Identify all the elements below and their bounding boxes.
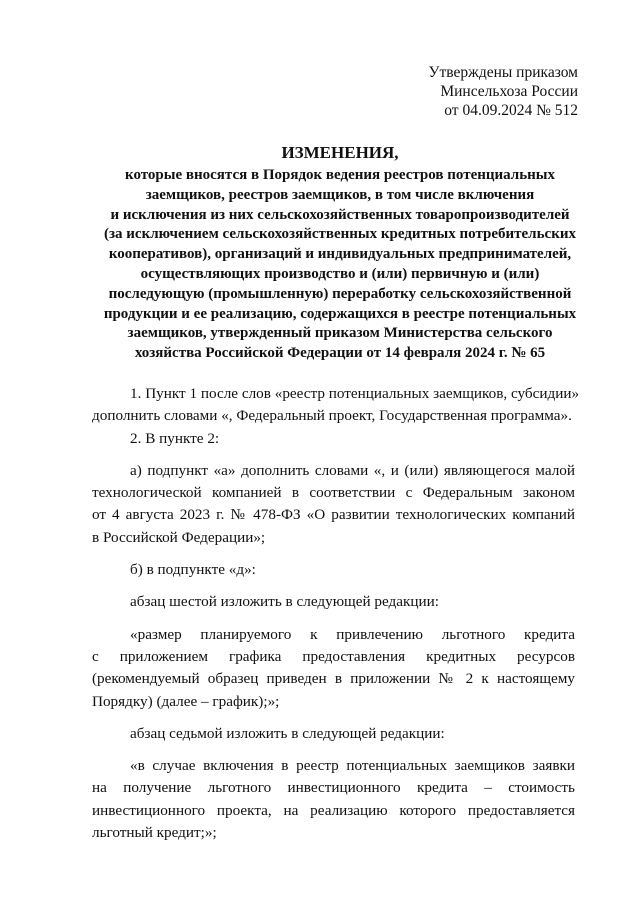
subtitle-line: которые вносятся в Порядок ведения реестров потенциальных	[125, 167, 555, 183]
paragraph-line: абзац шестой изложить в следующей редакции:	[130, 593, 439, 611]
subtitle-line: заемщиков, реестров заемщиков, в том числе включения	[145, 186, 535, 203]
paragraph-subitem-b	[92, 559, 575, 581]
subtitle-line: заемщиков, утвержденный приказом Министерства сельского	[127, 325, 553, 342]
paragraph-line: инвестиционного проекта, на реализацию которого предоставляется	[92, 801, 575, 819]
paragraph-abzac-7	[92, 723, 575, 745]
document-title: ИЗМЕНЕНИЯ,	[281, 143, 399, 162]
paragraph-line: от 4 августа 2023 г. № 478-ФЗ «О развитии технологических компаний	[92, 506, 575, 524]
paragraph-line: Порядку) (далее – график);»;	[92, 692, 280, 710]
paragraph-line: 2. В пункте 2:	[130, 429, 220, 447]
paragraph-subitem-a	[92, 460, 575, 549]
paragraph-line: льготный кредит;»;	[92, 824, 217, 842]
subtitle-line: хозяйства Российской Федерации от 14 февраля 2024 г. № 65	[134, 345, 546, 362]
document-body	[92, 383, 580, 844]
approval-line: от 04.09.2024 № 512	[444, 102, 578, 119]
paragraph-line: а) подпункт «а» дополнить словами «, и (или) являющегося малой	[130, 461, 575, 479]
paragraph-line: «размер планируемого к привлечению льготного кредита	[130, 625, 575, 643]
paragraph-item-2	[92, 428, 575, 450]
approval-line: Утверждены приказом	[428, 64, 578, 81]
paragraph-quote-1	[92, 624, 575, 713]
document-heading	[70, 143, 610, 364]
document-subtitle	[70, 166, 610, 364]
paragraph-line: б) в подпункте «д»:	[130, 561, 256, 579]
subtitle-line: осуществляющих производство и (или) первичную и (или)	[140, 265, 540, 282]
subtitle-line: кооперативов), организаций и индивидуальных предпринимателей,	[108, 246, 572, 263]
paragraph-item-1	[92, 383, 580, 428]
paragraph-line: на получение льготного инвестиционного кредита – стоимость	[92, 779, 575, 797]
paragraph-line: дополнить словами «, Федеральный проект, Государственная программа».	[92, 407, 572, 425]
subtitle-line: (за исключением сельскохозяйственных кредитных потребительских	[104, 226, 576, 243]
paragraph-line: 1. Пункт 1 после слов «реестр потенциальных заемщиков, субсидии»	[130, 385, 580, 402]
paragraph-line: технологической компанией в соответствии с Федеральным законом	[92, 484, 575, 502]
subtitle-line: и исключения из них сельскохозяйственных товаропроизводителей	[110, 206, 570, 223]
subtitle-line: продукции и ее реализацию, содержащихся в реестре потенциальных	[103, 305, 577, 322]
paragraph-quote-2	[92, 755, 575, 844]
paragraph-line: (рекомендуемый образец приведен в приложении № 2 к настоящему	[92, 670, 575, 688]
approval-line: Минсельхоза России	[440, 83, 578, 100]
paragraph-line: «в случае включения в реестр потенциальных заемщиков заявки	[130, 757, 575, 775]
paragraph-line: абзац седьмой изложить в следующей редакции:	[130, 724, 445, 742]
paragraph-line: с приложением графика предоставления кредитных ресурсов	[92, 647, 575, 665]
subtitle-line: последующую (промышленную) переработку сельскохозяйственной	[108, 285, 572, 302]
paragraph-line: в Российской Федерации»;	[92, 528, 266, 546]
approval-stamp	[400, 63, 578, 120]
paragraph-abzac-6	[92, 591, 575, 613]
